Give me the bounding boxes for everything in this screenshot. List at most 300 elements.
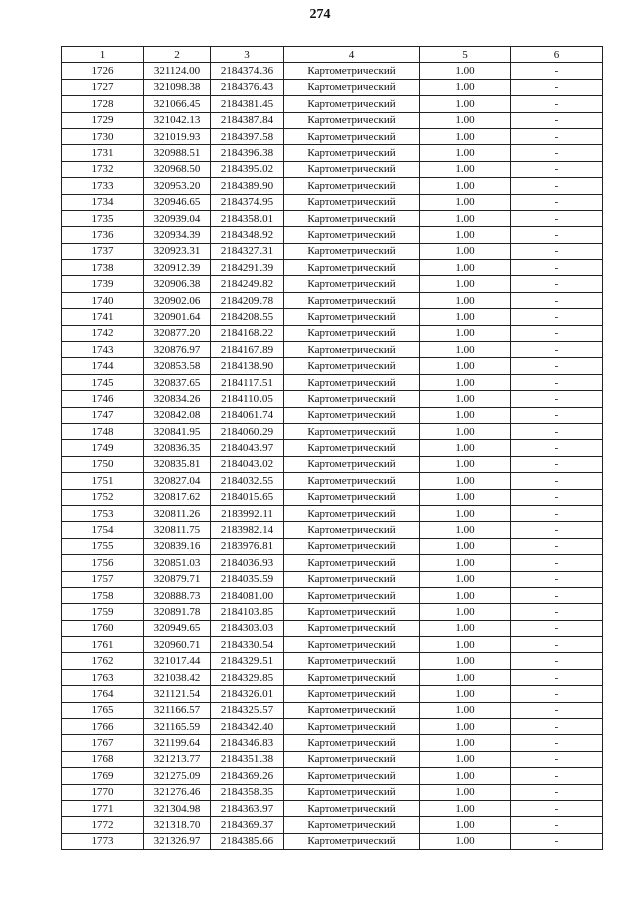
y-coordinate-cell: 2184348.92 [211, 227, 284, 243]
point-number-cell: 1756 [62, 555, 144, 571]
y-coordinate-cell: 2184103.85 [211, 604, 284, 620]
accuracy-cell: 1.00 [420, 473, 511, 489]
method-cell: Картометрический [284, 571, 420, 587]
table-row [62, 522, 603, 538]
method-cell: Картометрический [284, 178, 420, 194]
table-row [62, 473, 603, 489]
y-coordinate-cell: 2184358.35 [211, 784, 284, 800]
method-cell: Картометрический [284, 96, 420, 112]
accuracy-cell: 1.00 [420, 653, 511, 669]
accuracy-cell: 1.00 [420, 768, 511, 784]
table-row [62, 227, 603, 243]
point-number-cell: 1744 [62, 358, 144, 374]
accuracy-cell: 1.00 [420, 79, 511, 95]
x-coordinate-cell: 320842.08 [144, 407, 211, 423]
accuracy-cell: 1.00 [420, 784, 511, 800]
note-cell: - [511, 719, 603, 735]
method-cell: Картометрический [284, 620, 420, 636]
note-cell: - [511, 653, 603, 669]
table-row [62, 637, 603, 653]
table-row [62, 407, 603, 423]
method-cell: Картометрический [284, 358, 420, 374]
x-coordinate-cell: 321165.59 [144, 719, 211, 735]
x-coordinate-cell: 320876.97 [144, 342, 211, 358]
note-cell: - [511, 210, 603, 226]
note-cell: - [511, 309, 603, 325]
table-row [62, 653, 603, 669]
accuracy-cell: 1.00 [420, 227, 511, 243]
note-cell: - [511, 571, 603, 587]
x-coordinate-cell: 321304.98 [144, 800, 211, 816]
table-row [62, 63, 603, 79]
method-cell: Картометрический [284, 260, 420, 276]
method-cell: Картометрический [284, 161, 420, 177]
accuracy-cell: 1.00 [420, 505, 511, 521]
coordinates-table [61, 46, 603, 850]
x-coordinate-cell: 320953.20 [144, 178, 211, 194]
method-cell: Картометрический [284, 145, 420, 161]
method-cell: Картометрический [284, 784, 420, 800]
point-number-cell: 1749 [62, 440, 144, 456]
method-cell: Картометрический [284, 637, 420, 653]
method-cell: Картометрический [284, 800, 420, 816]
point-number-cell: 1726 [62, 63, 144, 79]
method-cell: Картометрический [284, 489, 420, 505]
note-cell: - [511, 440, 603, 456]
point-number-cell: 1769 [62, 768, 144, 784]
accuracy-cell: 1.00 [420, 489, 511, 505]
accuracy-cell: 1.00 [420, 112, 511, 128]
table-row [62, 243, 603, 259]
table-row [62, 538, 603, 554]
method-cell: Картометрический [284, 128, 420, 144]
point-number-cell: 1757 [62, 571, 144, 587]
note-cell: - [511, 145, 603, 161]
x-coordinate-cell: 320839.16 [144, 538, 211, 554]
x-coordinate-cell: 320851.03 [144, 555, 211, 571]
x-coordinate-cell: 320902.06 [144, 292, 211, 308]
y-coordinate-cell: 2184376.43 [211, 79, 284, 95]
x-coordinate-cell: 321213.77 [144, 751, 211, 767]
method-cell: Картометрический [284, 374, 420, 390]
note-cell: - [511, 637, 603, 653]
table-row [62, 194, 603, 210]
x-coordinate-cell: 320827.04 [144, 473, 211, 489]
point-number-cell: 1772 [62, 817, 144, 833]
method-cell: Картометрический [284, 423, 420, 439]
point-number-cell: 1741 [62, 309, 144, 325]
x-coordinate-cell: 321326.97 [144, 833, 211, 849]
point-number-cell: 1745 [62, 374, 144, 390]
accuracy-cell: 1.00 [420, 587, 511, 603]
method-cell: Картометрический [284, 342, 420, 358]
table-row [62, 292, 603, 308]
header-row [62, 47, 603, 63]
x-coordinate-cell: 321042.13 [144, 112, 211, 128]
note-cell: - [511, 358, 603, 374]
accuracy-cell: 1.00 [420, 538, 511, 554]
y-coordinate-cell: 2184208.55 [211, 309, 284, 325]
point-number-cell: 1770 [62, 784, 144, 800]
x-coordinate-cell: 321124.00 [144, 63, 211, 79]
x-coordinate-cell: 320817.62 [144, 489, 211, 505]
y-coordinate-cell: 2184363.97 [211, 800, 284, 816]
note-cell: - [511, 292, 603, 308]
x-coordinate-cell: 321066.45 [144, 96, 211, 112]
point-number-cell: 1742 [62, 325, 144, 341]
point-number-cell: 1728 [62, 96, 144, 112]
x-coordinate-cell: 321098.38 [144, 79, 211, 95]
note-cell: - [511, 604, 603, 620]
table-row [62, 391, 603, 407]
x-coordinate-cell: 321121.54 [144, 686, 211, 702]
x-coordinate-cell: 320912.39 [144, 260, 211, 276]
y-coordinate-cell: 2184329.51 [211, 653, 284, 669]
point-number-cell: 1737 [62, 243, 144, 259]
y-coordinate-cell: 2184329.85 [211, 669, 284, 685]
table-row [62, 128, 603, 144]
method-cell: Картометрический [284, 702, 420, 718]
x-coordinate-cell: 320906.38 [144, 276, 211, 292]
method-cell: Картометрический [284, 194, 420, 210]
y-coordinate-cell: 2184138.90 [211, 358, 284, 374]
table-row [62, 260, 603, 276]
y-coordinate-cell: 2184035.59 [211, 571, 284, 587]
note-cell: - [511, 63, 603, 79]
note-cell: - [511, 79, 603, 95]
x-coordinate-cell: 320923.31 [144, 243, 211, 259]
table-row [62, 489, 603, 505]
y-coordinate-cell: 2184110.05 [211, 391, 284, 407]
note-cell: - [511, 96, 603, 112]
method-cell: Картометрический [284, 309, 420, 325]
y-coordinate-cell: 2184043.02 [211, 456, 284, 472]
point-number-cell: 1735 [62, 210, 144, 226]
table-row [62, 161, 603, 177]
accuracy-cell: 1.00 [420, 719, 511, 735]
x-coordinate-cell: 320841.95 [144, 423, 211, 439]
x-coordinate-cell: 321017.44 [144, 653, 211, 669]
point-number-cell: 1754 [62, 522, 144, 538]
table-header [62, 47, 603, 63]
method-cell: Картометрический [284, 653, 420, 669]
point-number-cell: 1752 [62, 489, 144, 505]
table-row [62, 325, 603, 341]
table-row [62, 210, 603, 226]
method-cell: Картометрический [284, 391, 420, 407]
accuracy-cell: 1.00 [420, 292, 511, 308]
y-coordinate-cell: 2184015.65 [211, 489, 284, 505]
note-cell: - [511, 538, 603, 554]
x-coordinate-cell: 320988.51 [144, 145, 211, 161]
y-coordinate-cell: 2184291.39 [211, 260, 284, 276]
accuracy-cell: 1.00 [420, 751, 511, 767]
y-coordinate-cell: 2184209.78 [211, 292, 284, 308]
y-coordinate-cell: 2184397.58 [211, 128, 284, 144]
y-coordinate-cell: 2184381.45 [211, 96, 284, 112]
accuracy-cell: 1.00 [420, 637, 511, 653]
table-row [62, 604, 603, 620]
method-cell: Картометрический [284, 522, 420, 538]
table-body [62, 63, 603, 850]
point-number-cell: 1762 [62, 653, 144, 669]
point-number-cell: 1763 [62, 669, 144, 685]
y-coordinate-cell: 2184326.01 [211, 686, 284, 702]
x-coordinate-cell: 320960.71 [144, 637, 211, 653]
note-cell: - [511, 178, 603, 194]
accuracy-cell: 1.00 [420, 325, 511, 341]
y-coordinate-cell: 2184330.54 [211, 637, 284, 653]
accuracy-cell: 1.00 [420, 178, 511, 194]
table-row [62, 423, 603, 439]
table-row [62, 587, 603, 603]
y-coordinate-cell: 2184374.36 [211, 63, 284, 79]
y-coordinate-cell: 2184117.51 [211, 374, 284, 390]
x-coordinate-cell: 321318.70 [144, 817, 211, 833]
page-number: 274 [309, 7, 331, 22]
table-row [62, 456, 603, 472]
method-cell: Картометрический [284, 669, 420, 685]
table-row [62, 817, 603, 833]
x-coordinate-cell: 320834.26 [144, 391, 211, 407]
table-row [62, 620, 603, 636]
table-row [62, 309, 603, 325]
x-coordinate-cell: 320879.71 [144, 571, 211, 587]
accuracy-cell: 1.00 [420, 391, 511, 407]
method-cell: Картометрический [284, 833, 420, 849]
table-row [62, 800, 603, 816]
note-cell: - [511, 489, 603, 505]
point-number-cell: 1746 [62, 391, 144, 407]
note-cell: - [511, 800, 603, 816]
x-coordinate-cell: 320837.65 [144, 374, 211, 390]
note-cell: - [511, 620, 603, 636]
method-cell: Картометрический [284, 407, 420, 423]
y-coordinate-cell: 2184387.84 [211, 112, 284, 128]
method-cell: Картометрический [284, 751, 420, 767]
x-coordinate-cell: 320811.75 [144, 522, 211, 538]
y-coordinate-cell: 2184374.95 [211, 194, 284, 210]
table-row [62, 784, 603, 800]
point-number-cell: 1729 [62, 112, 144, 128]
y-coordinate-cell: 2184358.01 [211, 210, 284, 226]
note-cell: - [511, 702, 603, 718]
accuracy-cell: 1.00 [420, 735, 511, 751]
method-cell: Картометрический [284, 817, 420, 833]
y-coordinate-cell: 2184342.40 [211, 719, 284, 735]
note-cell: - [511, 112, 603, 128]
y-coordinate-cell: 2184036.93 [211, 555, 284, 571]
y-coordinate-cell: 2184385.66 [211, 833, 284, 849]
accuracy-cell: 1.00 [420, 407, 511, 423]
method-cell: Картометрический [284, 63, 420, 79]
table-row [62, 768, 603, 784]
accuracy-cell: 1.00 [420, 669, 511, 685]
header-cell-2: 2 [144, 47, 211, 63]
accuracy-cell: 1.00 [420, 686, 511, 702]
point-number-cell: 1771 [62, 800, 144, 816]
method-cell: Картометрический [284, 292, 420, 308]
point-number-cell: 1767 [62, 735, 144, 751]
header-cell-6: 6 [511, 47, 603, 63]
note-cell: - [511, 342, 603, 358]
x-coordinate-cell: 320811.26 [144, 505, 211, 521]
point-number-cell: 1731 [62, 145, 144, 161]
y-coordinate-cell: 2184369.37 [211, 817, 284, 833]
y-coordinate-cell: 2184249.82 [211, 276, 284, 292]
table-row [62, 686, 603, 702]
accuracy-cell: 1.00 [420, 522, 511, 538]
method-cell: Картометрический [284, 79, 420, 95]
table-row [62, 276, 603, 292]
header-cell-1: 1 [62, 47, 144, 63]
method-cell: Картометрический [284, 768, 420, 784]
accuracy-cell: 1.00 [420, 309, 511, 325]
y-coordinate-cell: 2184081.00 [211, 587, 284, 603]
method-cell: Картометрический [284, 505, 420, 521]
note-cell: - [511, 128, 603, 144]
note-cell: - [511, 768, 603, 784]
x-coordinate-cell: 321019.93 [144, 128, 211, 144]
note-cell: - [511, 276, 603, 292]
point-number-cell: 1766 [62, 719, 144, 735]
point-number-cell: 1732 [62, 161, 144, 177]
y-coordinate-cell: 2184061.74 [211, 407, 284, 423]
y-coordinate-cell: 2184032.55 [211, 473, 284, 489]
point-number-cell: 1773 [62, 833, 144, 849]
method-cell: Картометрический [284, 735, 420, 751]
method-cell: Картометрический [284, 325, 420, 341]
method-cell: Картометрический [284, 686, 420, 702]
point-number-cell: 1743 [62, 342, 144, 358]
accuracy-cell: 1.00 [420, 276, 511, 292]
accuracy-cell: 1.00 [420, 833, 511, 849]
accuracy-cell: 1.00 [420, 358, 511, 374]
accuracy-cell: 1.00 [420, 63, 511, 79]
x-coordinate-cell: 320901.64 [144, 309, 211, 325]
y-coordinate-cell: 2183982.14 [211, 522, 284, 538]
note-cell: - [511, 423, 603, 439]
note-cell: - [511, 505, 603, 521]
point-number-cell: 1753 [62, 505, 144, 521]
method-cell: Картометрический [284, 604, 420, 620]
y-coordinate-cell: 2184395.02 [211, 161, 284, 177]
y-coordinate-cell: 2184043.97 [211, 440, 284, 456]
x-coordinate-cell: 321275.09 [144, 768, 211, 784]
accuracy-cell: 1.00 [420, 243, 511, 259]
note-cell: - [511, 751, 603, 767]
table-row [62, 358, 603, 374]
method-cell: Картометрический [284, 210, 420, 226]
x-coordinate-cell: 320968.50 [144, 161, 211, 177]
method-cell: Картометрический [284, 440, 420, 456]
accuracy-cell: 1.00 [420, 128, 511, 144]
y-coordinate-cell: 2184396.38 [211, 145, 284, 161]
point-number-cell: 1764 [62, 686, 144, 702]
accuracy-cell: 1.00 [420, 800, 511, 816]
header-cell-5: 5 [420, 47, 511, 63]
point-number-cell: 1759 [62, 604, 144, 620]
note-cell: - [511, 784, 603, 800]
note-cell: - [511, 260, 603, 276]
accuracy-cell: 1.00 [420, 817, 511, 833]
note-cell: - [511, 391, 603, 407]
x-coordinate-cell: 321038.42 [144, 669, 211, 685]
table-row [62, 145, 603, 161]
note-cell: - [511, 833, 603, 849]
point-number-cell: 1748 [62, 423, 144, 439]
point-number-cell: 1734 [62, 194, 144, 210]
note-cell: - [511, 555, 603, 571]
header-cell-4: 4 [284, 47, 420, 63]
x-coordinate-cell: 321276.46 [144, 784, 211, 800]
method-cell: Картометрический [284, 719, 420, 735]
point-number-cell: 1755 [62, 538, 144, 554]
x-coordinate-cell: 321199.64 [144, 735, 211, 751]
y-coordinate-cell: 2184369.26 [211, 768, 284, 784]
point-number-cell: 1751 [62, 473, 144, 489]
note-cell: - [511, 325, 603, 341]
note-cell: - [511, 374, 603, 390]
accuracy-cell: 1.00 [420, 604, 511, 620]
point-number-cell: 1727 [62, 79, 144, 95]
point-number-cell: 1730 [62, 128, 144, 144]
accuracy-cell: 1.00 [420, 702, 511, 718]
header-cell-3: 3 [211, 47, 284, 63]
table-row [62, 702, 603, 718]
table-row [62, 342, 603, 358]
table-row [62, 669, 603, 685]
note-cell: - [511, 473, 603, 489]
table-row [62, 505, 603, 521]
y-coordinate-cell: 2183992.11 [211, 505, 284, 521]
x-coordinate-cell: 321166.57 [144, 702, 211, 718]
accuracy-cell: 1.00 [420, 161, 511, 177]
note-cell: - [511, 227, 603, 243]
table-row [62, 178, 603, 194]
note-cell: - [511, 194, 603, 210]
table-row [62, 751, 603, 767]
point-number-cell: 1733 [62, 178, 144, 194]
method-cell: Картометрический [284, 227, 420, 243]
method-cell: Картометрический [284, 555, 420, 571]
x-coordinate-cell: 320946.65 [144, 194, 211, 210]
point-number-cell: 1738 [62, 260, 144, 276]
accuracy-cell: 1.00 [420, 342, 511, 358]
point-number-cell: 1765 [62, 702, 144, 718]
x-coordinate-cell: 320891.78 [144, 604, 211, 620]
point-number-cell: 1739 [62, 276, 144, 292]
x-coordinate-cell: 320949.65 [144, 620, 211, 636]
y-coordinate-cell: 2184327.31 [211, 243, 284, 259]
point-number-cell: 1761 [62, 637, 144, 653]
accuracy-cell: 1.00 [420, 145, 511, 161]
table-row [62, 96, 603, 112]
note-cell: - [511, 817, 603, 833]
table-row [62, 374, 603, 390]
point-number-cell: 1768 [62, 751, 144, 767]
note-cell: - [511, 587, 603, 603]
note-cell: - [511, 522, 603, 538]
x-coordinate-cell: 320853.58 [144, 358, 211, 374]
x-coordinate-cell: 320934.39 [144, 227, 211, 243]
note-cell: - [511, 161, 603, 177]
accuracy-cell: 1.00 [420, 571, 511, 587]
accuracy-cell: 1.00 [420, 423, 511, 439]
y-coordinate-cell: 2183976.81 [211, 538, 284, 554]
point-number-cell: 1750 [62, 456, 144, 472]
method-cell: Картометрический [284, 112, 420, 128]
